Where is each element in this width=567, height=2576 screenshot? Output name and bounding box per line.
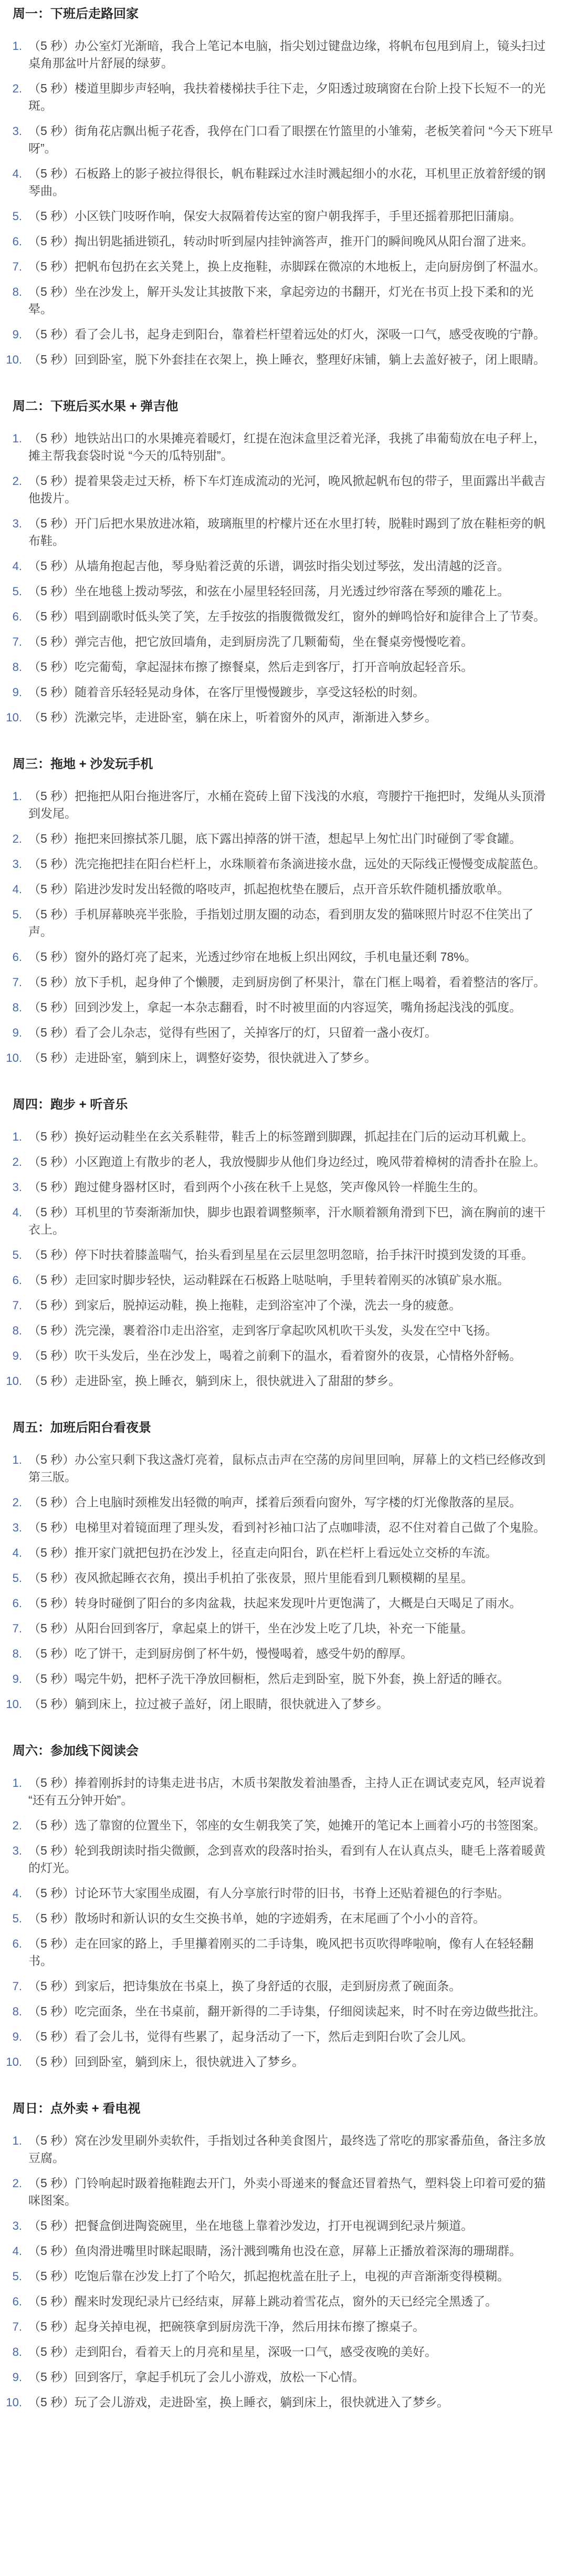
step-item: （5 秒）从阳台回到客厅，拿起桌上的饼干，坐在沙发上吃了几块，补充一下能量。 (28, 1621, 474, 1635)
step-item: （5 秒）回到卧室，躺到床上，很快就进入了梦乡。 (28, 2055, 304, 2068)
step-item: （5 秒）合上电脑时颈椎发出轻微的响声，揉着后颈看向窗外，写字楼的灯光像散落的星辰。 (28, 1495, 522, 1509)
section-wednesday (13, 756, 554, 1067)
step-item: （5 秒）办公室只剩下我这盏灯亮着，鼠标点击声在空荡的房间里回响，屏幕上的文档已经修改到第三版。 (28, 1453, 546, 1484)
step-item: （5 秒）门铃响起时趿着拖鞋跑去开门，外卖小哥递来的餐盒还冒着热气，塑料袋上印着可爱的猫咪图案。 (28, 2176, 546, 2207)
step-item: （5 秒）走进卧室，换上睡衣，躺到床上，很快就进入了甜甜的梦乡。 (28, 1374, 401, 1388)
section-sunday (13, 2100, 554, 2411)
step-item: （5 秒）坐在地毯上拨动琴弦，和弦在小屋里轻轻回荡，月光透过纱帘落在琴颈的雕花上。 (28, 584, 510, 598)
step-item: （5 秒）陷进沙发时发出轻微的咯吱声，抓起抱枕垫在腰后，点开音乐软件随机播放歌单。 (28, 882, 510, 896)
heading-thursday: 周四：跑步 + 听音乐 (13, 1098, 128, 1112)
step-list-thursday (13, 1128, 554, 1390)
heading-sunday: 周日：点外卖 + 看电视 (13, 2102, 141, 2116)
heading-tuesday: 周二：下班后买水果 + 弹吉他 (13, 399, 178, 413)
step-item: （5 秒）提着果袋走过天桥，桥下车灯连成流动的光河，晚风掀起帆布包的带子，里面露出半截吉他拨片。 (28, 474, 546, 505)
step-item: （5 秒）玩了会儿游戏，走进卧室，换上睡衣，躺到床上，很快就进入了梦乡。 (28, 2395, 449, 2409)
step-item: （5 秒）走回家时脚步轻快，运动鞋踩在石板路上哒哒响，手里转着刚买的冰镇矿泉水瓶。 (28, 1273, 510, 1287)
step-item: （5 秒）夜风掀起睡衣衣角，摸出手机拍了张夜景，照片里能看到几颗模糊的星星。 (28, 1571, 474, 1585)
step-item: （5 秒）看了会儿书，觉得有些累了，起身活动了一下，然后走到阳台吹了会儿风。 (28, 2030, 474, 2043)
step-item: （5 秒）停下时扶着膝盖喘气，抬头看到星星在云层里忽明忽暗，抬手抹汗时摸到发烫的耳垂。 (28, 1248, 534, 1261)
step-item: （5 秒）回到沙发上，拿起一本杂志翻看，时不时被里面的内容逗笑，嘴角扬起浅浅的弧度。 (28, 1000, 522, 1014)
step-item: （5 秒）走进卧室，躺到床上，调整好姿势，很快就进入了梦乡。 (28, 1051, 377, 1064)
step-item: （5 秒）走在回家的路上，手里攥着刚买的二手诗集，晚风把书页吹得哗啦响，像有人在轻轻翻书。 (28, 1937, 534, 1968)
step-item: （5 秒）办公室灯光渐暗，我合上笔记本电脑，指尖划过键盘边缘，将帆布包甩到肩上，镜头扫过桌角那盆叶片舒展的绿萝。 (28, 39, 546, 70)
step-item: （5 秒）讨论环节大家围坐成圈，有人分享旅行时带的旧书，书脊上还贴着褪色的行李贴。 (28, 1886, 510, 1900)
step-item: （5 秒）推开家门就把包扔在沙发上，径直走向阳台，趴在栏杆上看远处立交桥的车流。 (28, 1546, 498, 1559)
step-item: （5 秒）转身时碰倒了阳台的多肉盆栽，扶起来发现叶片更饱满了，大概是白天喝足了雨水。 (28, 1596, 522, 1610)
step-item: （5 秒）醒来时发现纪录片已经结束，屏幕上跳动着雪花点，窗外的天已经完全黑透了。 (28, 2294, 498, 2308)
step-item: （5 秒）走到阳台，看着天上的月亮和星星，深吸一口气，感受夜晚的美好。 (28, 2345, 437, 2358)
step-item: （5 秒）把帆布包扔在玄关凳上，换上皮拖鞋，赤脚踩在微凉的木地板上，走向厨房倒了杯温水。 (28, 260, 546, 273)
step-item: （5 秒）躺到床上，拉过被子盖好，闭上眼睛，很快就进入了梦乡。 (28, 1697, 389, 1711)
step-item: （5 秒）散场时和新认识的女生交换书单，她的字迹娟秀，在末尾画了个小小的音符。 (28, 1911, 486, 1925)
step-item: （5 秒）换好运动鞋坐在玄关系鞋带，鞋舌上的标签蹭到脚踝，抓起挂在门后的运动耳机戴上。 (28, 1130, 534, 1143)
step-list-sunday (13, 2132, 554, 2411)
step-item: （5 秒）窝在沙发里刷外卖软件，手指划过各种美食图片，最终选了常吃的那家番茄鱼，备注多放豆腐。 (28, 2134, 546, 2165)
section-thursday (13, 1096, 554, 1390)
step-item: （5 秒）喝完牛奶，把杯子洗干净放回橱柜，然后走到卧室，脱下外套，换上舒适的睡衣。 (28, 1672, 510, 1685)
step-item: （5 秒）鱼肉滑进嘴里时眯起眼睛，汤汁溅到嘴角也没在意，屏幕上正播放着深海的珊瑚群。 (28, 2244, 522, 2258)
section-friday (13, 1419, 554, 1713)
step-item: （5 秒）石板路上的影子被拉得很长，帆布鞋踩过水洼时溅起细小的水花，耳机里正放着舒缓的钢琴曲。 (28, 167, 546, 198)
step-item: （5 秒）放下手机，起身伸了个懒腰，走到厨房倒了杯果汁，靠在门框上喝着，看着整洁的客厅。 (28, 975, 546, 989)
step-item: （5 秒）吃饱后靠在沙发上打了个哈欠，抓起抱枕盖在肚子上，电视的声音渐渐变得模糊。 (28, 2269, 510, 2283)
step-list-tuesday (13, 430, 554, 726)
step-item: （5 秒）选了靠窗的位置坐下，邻座的女生朝我笑了笑，她摊开的笔记本上画着小巧的书签图案。 (28, 1818, 546, 1832)
step-list-wednesday (13, 788, 554, 1067)
step-item: （5 秒）吃完葡萄，拿起湿抹布擦了擦餐桌，然后走到客厅，打开音响放起轻音乐。 (28, 660, 474, 674)
step-item: （5 秒）轮到我朗读时指尖微颤，念到喜欢的段落时抬头，看到有人在认真点头，睫毛上落着暖黄的灯光。 (28, 1844, 546, 1875)
step-item: （5 秒）回到客厅，拿起手机玩了会儿小游戏，放松一下心情。 (28, 2370, 365, 2384)
step-item: （5 秒）弹完吉他，把它放回墙角，走到厨房洗了几颗葡萄，坐在餐桌旁慢慢吃着。 (28, 635, 474, 648)
step-item: （5 秒）洗完拖把挂在阳台栏杆上，水珠顺着布条滴进接水盘，远处的天际线正慢慢变成靛蓝色。 (28, 857, 546, 871)
step-item: （5 秒）吹干头发后，坐在沙发上，喝着之前剩下的温水，看着窗外的夜景，心情格外舒畅。 (28, 1349, 522, 1362)
step-item: （5 秒）手机屏幕映亮半张脸，手指划过朋友圈的动态，看到朋友发的猫咪照片时忍不住笑出了声。 (28, 907, 534, 938)
heading-friday: 周五：加班后阳台看夜景 (13, 1421, 151, 1435)
step-item: （5 秒）随着音乐轻轻晃动身体，在客厅里慢慢踱步，享受这轻松的时刻。 (28, 685, 425, 699)
step-item: （5 秒）到家后，脱掉运动鞋，换上拖鞋，走到浴室冲了个澡，洗去一身的疲惫。 (28, 1298, 461, 1312)
step-item: （5 秒）小区铁门吱呀作响，保安大叔隔着传达室的窗户朝我挥手，手里还摇着那把旧蒲扇。 (28, 209, 522, 223)
step-item: （5 秒）街角花店飘出栀子花香，我停在门口看了眼摆在竹篮里的小雏菊，老板笑着问 “今天下班早呀”。 (28, 124, 553, 155)
section-monday (13, 5, 554, 368)
step-item: （5 秒）地铁站出口的水果摊亮着暖灯，红提在泡沫盒里泛着光泽，我挑了串葡萄放在电子秤上，摊主帮我套袋时说 “今天的瓜特别甜”。 (28, 431, 546, 462)
heading-monday: 周一：下班后走路回家 (13, 7, 139, 21)
step-item: （5 秒）楼道里脚步声轻响，我扶着楼梯扶手往下走，夕阳透过玻璃窗在台阶上投下长短不一的光斑。 (28, 81, 546, 112)
step-item: （5 秒）看了会儿杂志，觉得有些困了，关掉客厅的灯，只留着一盏小夜灯。 (28, 1026, 437, 1039)
step-item: （5 秒）洗漱完毕，走进卧室，躺在床上，听着窗外的风声，渐渐进入梦乡。 (28, 710, 437, 724)
step-item: （5 秒）把拖把从阳台拖进客厅，水桶在瓷砖上留下浅浅的水痕，弯腰拧干拖把时，发绳从头顶滑到发尾。 (28, 789, 546, 820)
step-item: （5 秒）捧着刚拆封的诗集走进书店，木质书架散发着油墨香，主持人正在调试麦克风，轻声说着 “还有五分钟开始”。 (28, 1776, 546, 1807)
step-list-monday (13, 37, 554, 368)
step-list-saturday (13, 1774, 554, 2071)
step-item: （5 秒）把餐盒倒进陶瓷碗里，坐在地毯上靠着沙发边，打开电视调到纪录片频道。 (28, 2219, 474, 2232)
section-tuesday (13, 398, 554, 726)
step-item: （5 秒）跑过健身器材区时，看到两个小孩在秋千上晃悠，笑声像风铃一样脆生生的。 (28, 1180, 486, 1194)
heading-saturday: 周六：参加线下阅读会 (13, 1744, 139, 1758)
section-saturday (13, 1742, 554, 2071)
step-item: （5 秒）唱到副歌时低头笑了笑，左手按弦的指腹微微发红，窗外的蝉鸣恰好和旋律合上了节奏。 (28, 609, 546, 623)
step-item: （5 秒）起身关掉电视，把碗筷拿到厨房洗干净，然后用抹布擦了擦桌子。 (28, 2320, 425, 2333)
step-item: （5 秒）拖把来回擦拭茶几腿，底下露出掉落的饼干渣，想起早上匆忙出门时碰倒了零食罐。 (28, 832, 522, 845)
step-item: （5 秒）洗完澡，裹着浴巾走出浴室，走到客厅拿起吹风机吹干头发，头发在空中飞扬。 (28, 1323, 498, 1337)
step-item: （5 秒）掏出钥匙插进锁孔，转动时听到屋内挂钟滴答声，推开门的瞬间晚风从阳台溜了进来。 (28, 234, 534, 248)
step-item: （5 秒）回到卧室，脱下外套挂在衣架上，换上睡衣，整理好床铺，躺上去盖好被子，闭上眼睛。 (28, 353, 546, 366)
step-item: （5 秒）看了会儿书，起身走到阳台，靠着栏杆望着远处的灯火，深吸一口气，感受夜晚的宁静。 (28, 327, 546, 341)
step-item: （5 秒）吃了饼干，走到厨房倒了杯牛奶，慢慢喝着，感受牛奶的醇厚。 (28, 1647, 413, 1660)
heading-wednesday: 周三：拖地 + 沙发玩手机 (13, 757, 153, 771)
step-item: （5 秒）窗外的路灯亮了起来，光透过纱帘在地板上织出网纹，手机电量还剩 78%。 (28, 950, 477, 964)
step-item: （5 秒）到家后，把诗集放在书桌上，换了身舒适的衣服，走到厨房煮了碗面条。 (28, 1979, 461, 1993)
step-item: （5 秒）小区跑道上有散步的老人，我放慢脚步从他们身边经过，晚风带着樟树的清香扑在脸上。 (28, 1155, 546, 1168)
step-item: （5 秒）开门后把水果放进冰箱，玻璃瓶里的柠檬片还在水里打转，脱鞋时踢到了放在鞋柜旁的帆布鞋。 (28, 516, 546, 547)
step-item: （5 秒）吃完面条，坐在书桌前，翻开新得的二手诗集，仔细阅读起来，时不时在旁边做些批注。 (28, 2004, 546, 2018)
step-item: （5 秒）从墙角抱起吉他，琴身贴着泛黄的乐谱，调弦时指尖划过琴弦，发出清越的泛音。 (28, 559, 510, 573)
step-list-friday (13, 1451, 554, 1713)
step-item: （5 秒）坐在沙发上，解开头发让其披散下来，拿起旁边的书翻开，灯光在书页上投下柔和的光晕。 (28, 285, 534, 316)
step-item: （5 秒）电梯里对着镜面理了理头发，看到衬衫袖口沾了点咖啡渍，忍不住对着自己做了个鬼脸。 (28, 1520, 546, 1534)
step-item: （5 秒）耳机里的节奏渐渐加快，脚步也跟着调整频率，汗水顺着额角滑到下巴，滴在胸前的速干衣上。 (28, 1205, 546, 1236)
